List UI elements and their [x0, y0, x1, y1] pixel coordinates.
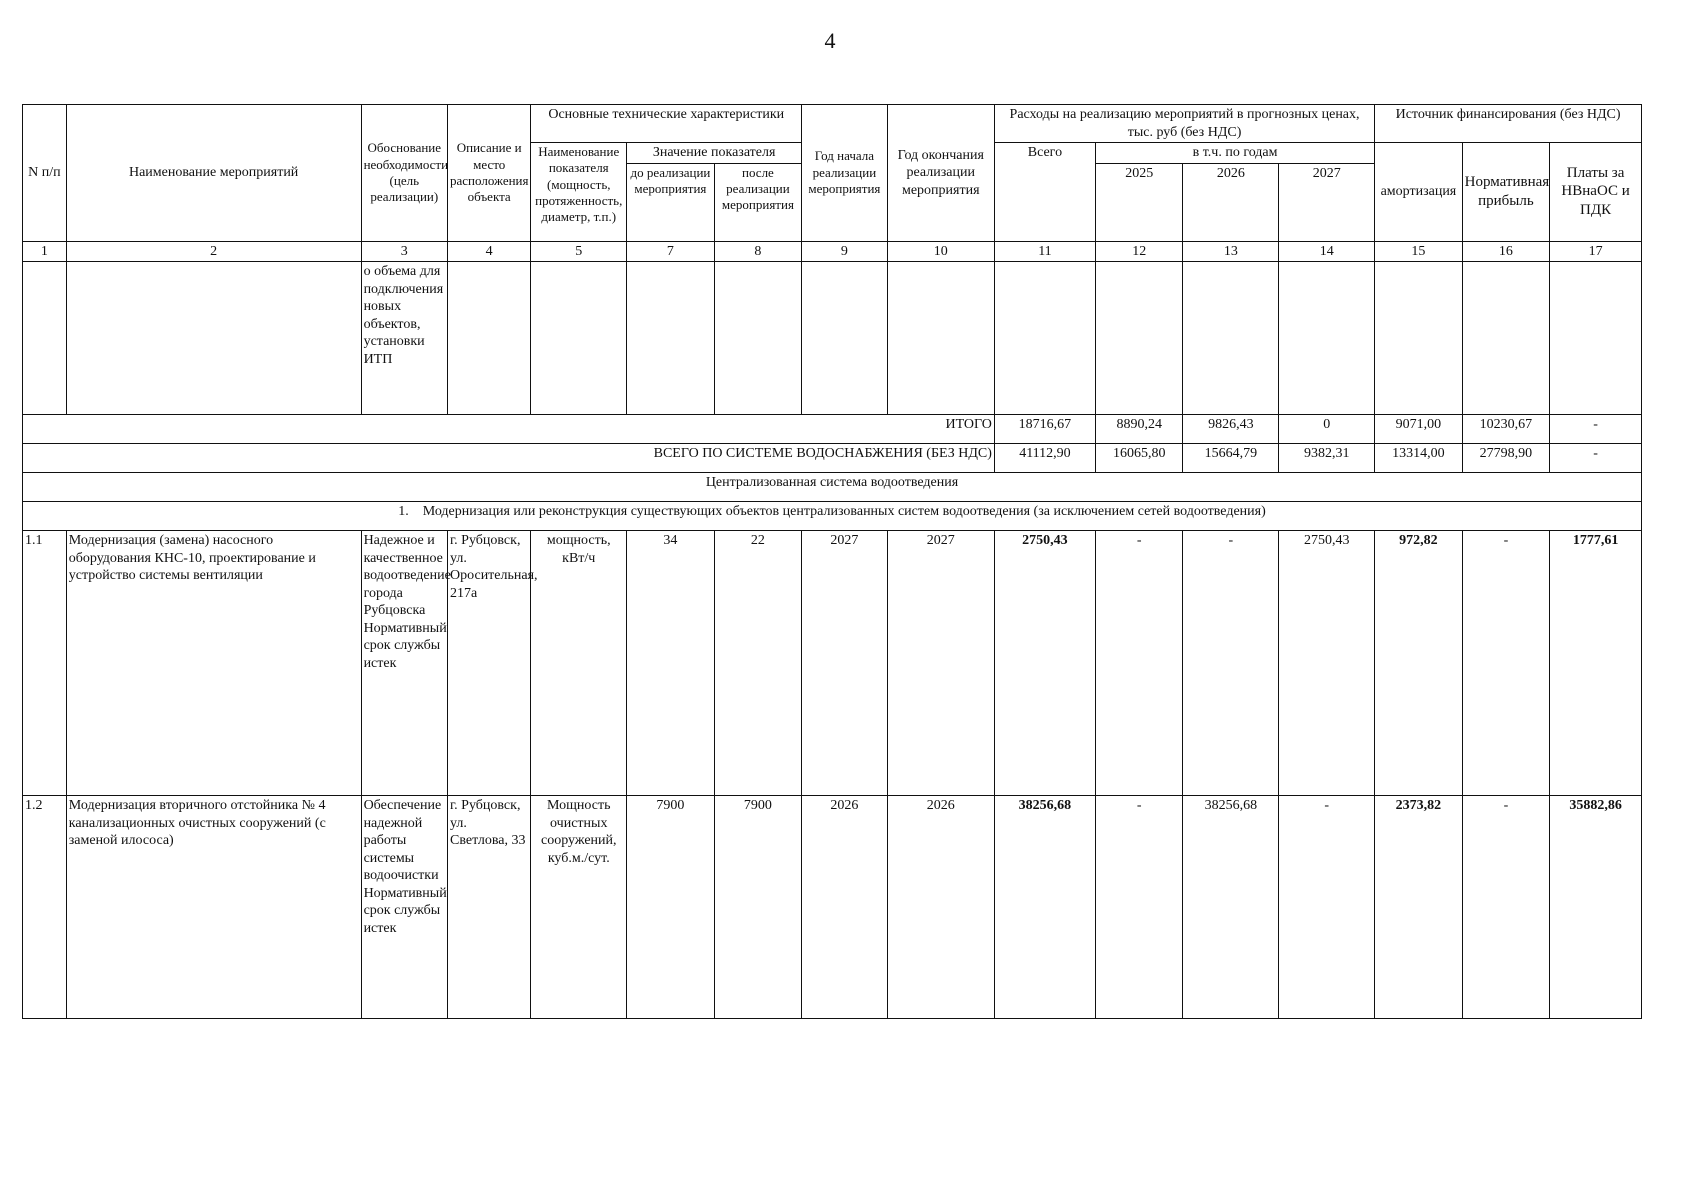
- col-number: 5: [531, 241, 627, 262]
- row-name: Модернизация (замена) насосного оборудования КНС-10, проектирование и устройство системы вентиляции: [66, 531, 361, 796]
- table-row: [23, 796, 1642, 1019]
- section-title: Централизованная система водоотведения: [23, 473, 1642, 502]
- header-indicator-name: Наименование показателя (мощность, протяженность, диаметр, т.п.): [531, 143, 627, 242]
- col-number: 15: [1375, 241, 1463, 262]
- col-number: 8: [714, 241, 802, 262]
- row-profit: -: [1462, 796, 1550, 1019]
- vsego-label: ВСЕГО ПО СИСТЕМЕ ВОДОСНАБЖЕНИЯ (БЕЗ НДС): [23, 444, 995, 473]
- itogo-fees: -: [1550, 415, 1642, 444]
- col-number: 4: [448, 241, 531, 262]
- header-total: Всего: [994, 143, 1095, 242]
- row-indicator: мощность, кВт/ч: [531, 531, 627, 796]
- col-number: 3: [361, 241, 447, 262]
- row-amortization: 972,82: [1375, 531, 1463, 796]
- row-end-year: 2027: [887, 531, 994, 796]
- continuation-reason: о объема для подключения новых объектов, установки ИТП: [361, 262, 447, 415]
- row-total: 38256,68: [994, 796, 1095, 1019]
- col-number: 1: [23, 241, 67, 262]
- row-after: 22: [714, 531, 802, 796]
- itogo-2026: 9826,43: [1183, 415, 1279, 444]
- row-fees: 35882,86: [1550, 796, 1642, 1019]
- row-2026: 38256,68: [1183, 796, 1279, 1019]
- row-before: 7900: [627, 796, 715, 1019]
- header-amortization: амортизация: [1375, 143, 1463, 242]
- col-number: 2: [66, 241, 361, 262]
- vsego-row: [23, 444, 1642, 473]
- vsego-2026: 15664,79: [1183, 444, 1279, 473]
- row-fees: 1777,61: [1550, 531, 1642, 796]
- row-reason: Обеспечение надежной работы системы водоочистки Нормативный срок службы истек: [361, 796, 447, 1019]
- header-name: Наименование мероприятий: [66, 105, 361, 242]
- row-number: 1.2: [23, 796, 67, 1019]
- col-number: 17: [1550, 241, 1642, 262]
- row-indicator: Мощность очистных сооружений, куб.м./сут.: [531, 796, 627, 1019]
- row-location: г. Рубцовск, ул. Светлова, 33: [448, 796, 531, 1019]
- header-costs-group: Расходы на реализацию мероприятий в прогнозных ценах, тыс. руб (без НДС): [994, 105, 1374, 143]
- row-2027: -: [1279, 796, 1375, 1019]
- row-profit: -: [1462, 531, 1550, 796]
- header-year-2027: 2027: [1279, 163, 1375, 241]
- col-number: 12: [1095, 241, 1183, 262]
- vsego-total: 41112,90: [994, 444, 1095, 473]
- vsego-2025: 16065,80: [1095, 444, 1183, 473]
- col-number: 14: [1279, 241, 1375, 262]
- header-value-group: Значение показателя: [627, 143, 802, 164]
- header-years-group: в т.ч. по годам: [1095, 143, 1374, 164]
- row-number: 1.1: [23, 531, 67, 796]
- vsego-amortization: 13314,00: [1375, 444, 1463, 473]
- itogo-2025: 8890,24: [1095, 415, 1183, 444]
- row-location: г. Рубцовск, ул. Оросительная, 217а: [448, 531, 531, 796]
- col-number: 7: [627, 241, 715, 262]
- header-tech-group: Основные технические характеристики: [531, 105, 802, 143]
- itogo-label: ИТОГО: [23, 415, 995, 444]
- header-year-2025: 2025: [1095, 163, 1183, 241]
- itogo-amortization: 9071,00: [1375, 415, 1463, 444]
- header-source-group: Источник финансирования (без НДС): [1375, 105, 1642, 143]
- page-number: 4: [824, 28, 836, 53]
- itogo-row: [23, 415, 1642, 444]
- row-2026: -: [1183, 531, 1279, 796]
- vsego-fees: -: [1550, 444, 1642, 473]
- investment-program-table: [22, 104, 1642, 1019]
- col-number: 10: [887, 241, 994, 262]
- header-reason: Обоснование необходимости (цель реализации): [361, 105, 447, 242]
- itogo-profit: 10230,67: [1462, 415, 1550, 444]
- vsego-2027: 9382,31: [1279, 444, 1375, 473]
- row-2027: 2750,43: [1279, 531, 1375, 796]
- header-year-2026: 2026: [1183, 163, 1279, 241]
- row-amortization: 2373,82: [1375, 796, 1463, 1019]
- header-start-year: Год начала реализации мероприятия: [802, 105, 887, 242]
- vsego-profit: 27798,90: [1462, 444, 1550, 473]
- itogo-total: 18716,67: [994, 415, 1095, 444]
- col-number: 13: [1183, 241, 1279, 262]
- row-2025: -: [1095, 531, 1183, 796]
- header-end-year: Год окончания реализации мероприятия: [887, 105, 994, 242]
- header-after: после реализации мероприятия: [714, 163, 802, 241]
- row-2025: -: [1095, 796, 1183, 1019]
- subsection-title: 1. Модернизация или реконструкция существующих объектов централизованных систем водоотведения (за исключением сетей водоотведения): [23, 502, 1642, 531]
- itogo-2027: 0: [1279, 415, 1375, 444]
- table-row: [23, 262, 1642, 415]
- row-before: 34: [627, 531, 715, 796]
- row-start-year: 2027: [802, 531, 887, 796]
- header-normative-profit: Нормативная прибыль: [1462, 143, 1550, 242]
- col-number: 16: [1462, 241, 1550, 262]
- row-start-year: 2026: [802, 796, 887, 1019]
- col-number: 9: [802, 241, 887, 262]
- header-n: N п/п: [23, 105, 67, 242]
- header-fees: Платы за НВнаОС и ПДК: [1550, 143, 1642, 242]
- col-number: 11: [994, 241, 1095, 262]
- row-reason: Надежное и качественное водоотведение города Рубцовска Нормативный срок службы истек: [361, 531, 447, 796]
- table-row: [23, 531, 1642, 796]
- row-total: 2750,43: [994, 531, 1095, 796]
- header-location: Описание и место расположения объекта: [448, 105, 531, 242]
- row-end-year: 2026: [887, 796, 994, 1019]
- row-after: 7900: [714, 796, 802, 1019]
- row-name: Модернизация вторичного отстойника № 4 канализационных очистных сооружений (с заменой илососа): [66, 796, 361, 1019]
- header-before: до реализации мероприятия: [627, 163, 715, 241]
